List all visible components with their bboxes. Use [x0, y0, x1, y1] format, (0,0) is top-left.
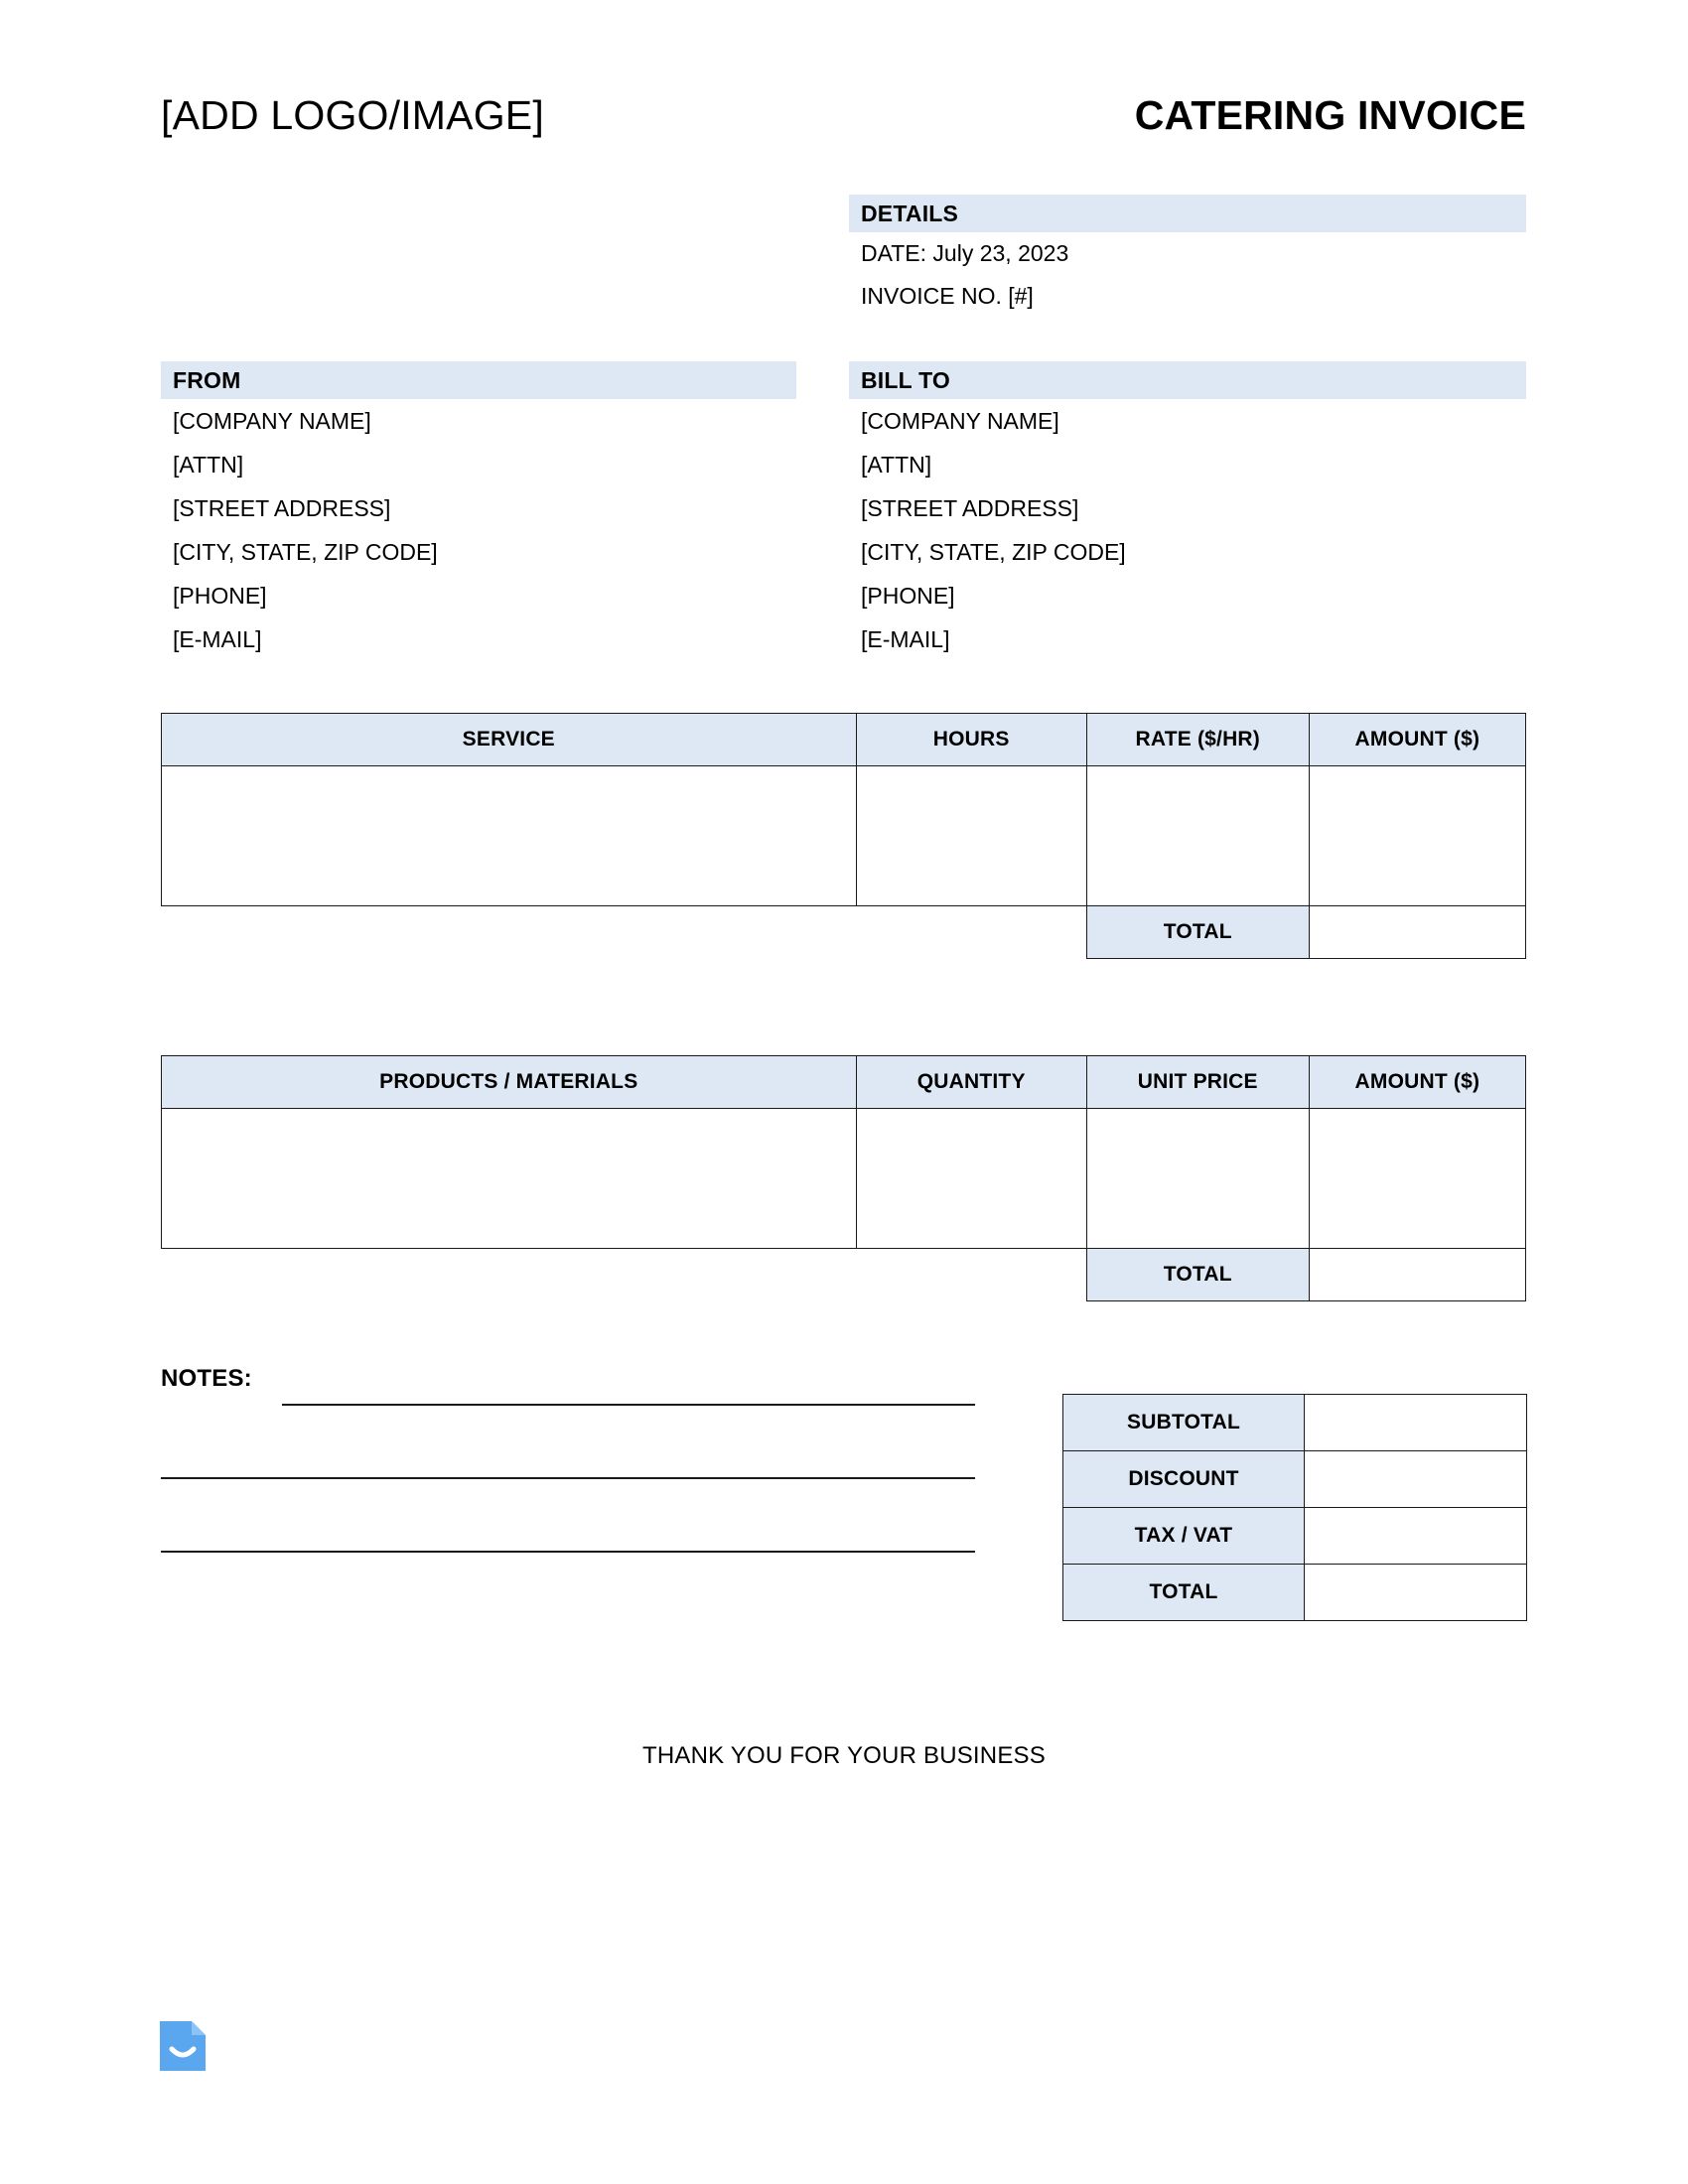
- products-cell-unit-price[interactable]: [1086, 1109, 1309, 1249]
- products-total-value[interactable]: [1309, 1249, 1525, 1301]
- notes-row-1: [161, 1362, 975, 1435]
- bill-to-email[interactable]: [E-MAIL]: [861, 626, 950, 652]
- summary-value-tax[interactable]: [1305, 1508, 1527, 1565]
- from-company[interactable]: [COMPANY NAME]: [173, 408, 371, 434]
- logo-placeholder[interactable]: [ADD LOGO/IMAGE]: [161, 92, 544, 138]
- from-city-state-zip[interactable]: [CITY, STATE, ZIP CODE]: [173, 539, 438, 565]
- products-total-label: TOTAL: [1086, 1249, 1309, 1301]
- summary-value-discount[interactable]: [1305, 1451, 1527, 1508]
- from-heading: FROM: [161, 361, 796, 399]
- bill-to-city-state-zip[interactable]: [CITY, STATE, ZIP CODE]: [861, 539, 1126, 565]
- table-row: [162, 766, 1526, 906]
- invoice-date[interactable]: DATE: July 23, 2023: [861, 240, 1069, 266]
- bill-to-heading: BILL TO: [849, 361, 1526, 399]
- page-title: CATERING INVOICE: [1134, 92, 1526, 138]
- services-table: [161, 713, 1526, 959]
- services-col-rate: RATE ($/HR): [1086, 714, 1309, 766]
- products-table: [161, 1055, 1526, 1301]
- notes-rule-2[interactable]: [161, 1477, 975, 1479]
- thank-you-message: THANK YOU FOR YOUR BUSINESS: [642, 1742, 1046, 1769]
- notes-rule-3[interactable]: [161, 1551, 975, 1553]
- table-row: [162, 1109, 1526, 1249]
- products-cell-quantity[interactable]: [856, 1109, 1086, 1249]
- products-col-unit-price: UNIT PRICE: [1086, 1056, 1309, 1109]
- summary-label-total: TOTAL: [1063, 1565, 1305, 1621]
- spacer-cell: [162, 1249, 857, 1301]
- services-cell-amount[interactable]: [1309, 766, 1525, 906]
- services-total-row: [162, 906, 1526, 959]
- summary-label-discount: DISCOUNT: [1063, 1451, 1305, 1508]
- notes-label: NOTES:: [161, 1365, 252, 1392]
- services-cell-service[interactable]: [162, 766, 857, 906]
- products-col-amount: AMOUNT ($): [1309, 1056, 1525, 1109]
- services-total-value[interactable]: [1309, 906, 1525, 959]
- services-cell-rate[interactable]: [1086, 766, 1309, 906]
- products-cell-products[interactable]: [162, 1109, 857, 1249]
- summary-row-total: [1063, 1565, 1527, 1621]
- summary-label-subtotal: SUBTOTAL: [1063, 1395, 1305, 1451]
- summary-row-tax: [1063, 1508, 1527, 1565]
- products-col-products: PRODUCTS / MATERIALS: [162, 1056, 857, 1109]
- from-phone[interactable]: [PHONE]: [173, 583, 267, 609]
- document-smile-icon: [154, 2015, 211, 2077]
- bill-to-phone[interactable]: [PHONE]: [861, 583, 955, 609]
- services-cell-hours[interactable]: [856, 766, 1086, 906]
- spacer-cell: [856, 906, 1086, 959]
- details-heading: DETAILS: [849, 195, 1526, 232]
- bill-to-attn[interactable]: [ATTN]: [861, 452, 932, 478]
- products-total-row: [162, 1249, 1526, 1301]
- products-col-quantity: QUANTITY: [856, 1056, 1086, 1109]
- summary-value-subtotal[interactable]: [1305, 1395, 1527, 1451]
- bill-to-company[interactable]: [COMPANY NAME]: [861, 408, 1059, 434]
- from-section: [161, 361, 796, 661]
- summary-label-tax: TAX / VAT: [1063, 1508, 1305, 1565]
- products-header-row: [162, 1056, 1526, 1109]
- from-email[interactable]: [E-MAIL]: [173, 626, 262, 652]
- spacer-cell: [162, 906, 857, 959]
- products-cell-amount[interactable]: [1309, 1109, 1525, 1249]
- bill-to-street[interactable]: [STREET ADDRESS]: [861, 495, 1079, 521]
- notes-row-3: [161, 1509, 975, 1582]
- bill-to-section: [849, 361, 1526, 661]
- invoice-number[interactable]: INVOICE NO. [#]: [861, 283, 1034, 309]
- summary-row-subtotal: [1063, 1395, 1527, 1451]
- notes-rule-1[interactable]: [282, 1404, 975, 1406]
- summary-table: [1062, 1394, 1527, 1621]
- spacer-cell: [856, 1249, 1086, 1301]
- services-total-label: TOTAL: [1086, 906, 1309, 959]
- summary-value-total[interactable]: [1305, 1565, 1527, 1621]
- details-section: [849, 195, 1526, 318]
- invoice-header: [161, 92, 1526, 165]
- services-col-service: SERVICE: [162, 714, 857, 766]
- services-col-amount: AMOUNT ($): [1309, 714, 1525, 766]
- from-street[interactable]: [STREET ADDRESS]: [173, 495, 391, 521]
- services-header-row: [162, 714, 1526, 766]
- summary-row-discount: [1063, 1451, 1527, 1508]
- services-col-hours: HOURS: [856, 714, 1086, 766]
- notes-row-2: [161, 1435, 975, 1509]
- from-attn[interactable]: [ATTN]: [173, 452, 244, 478]
- notes-section: [161, 1362, 975, 1582]
